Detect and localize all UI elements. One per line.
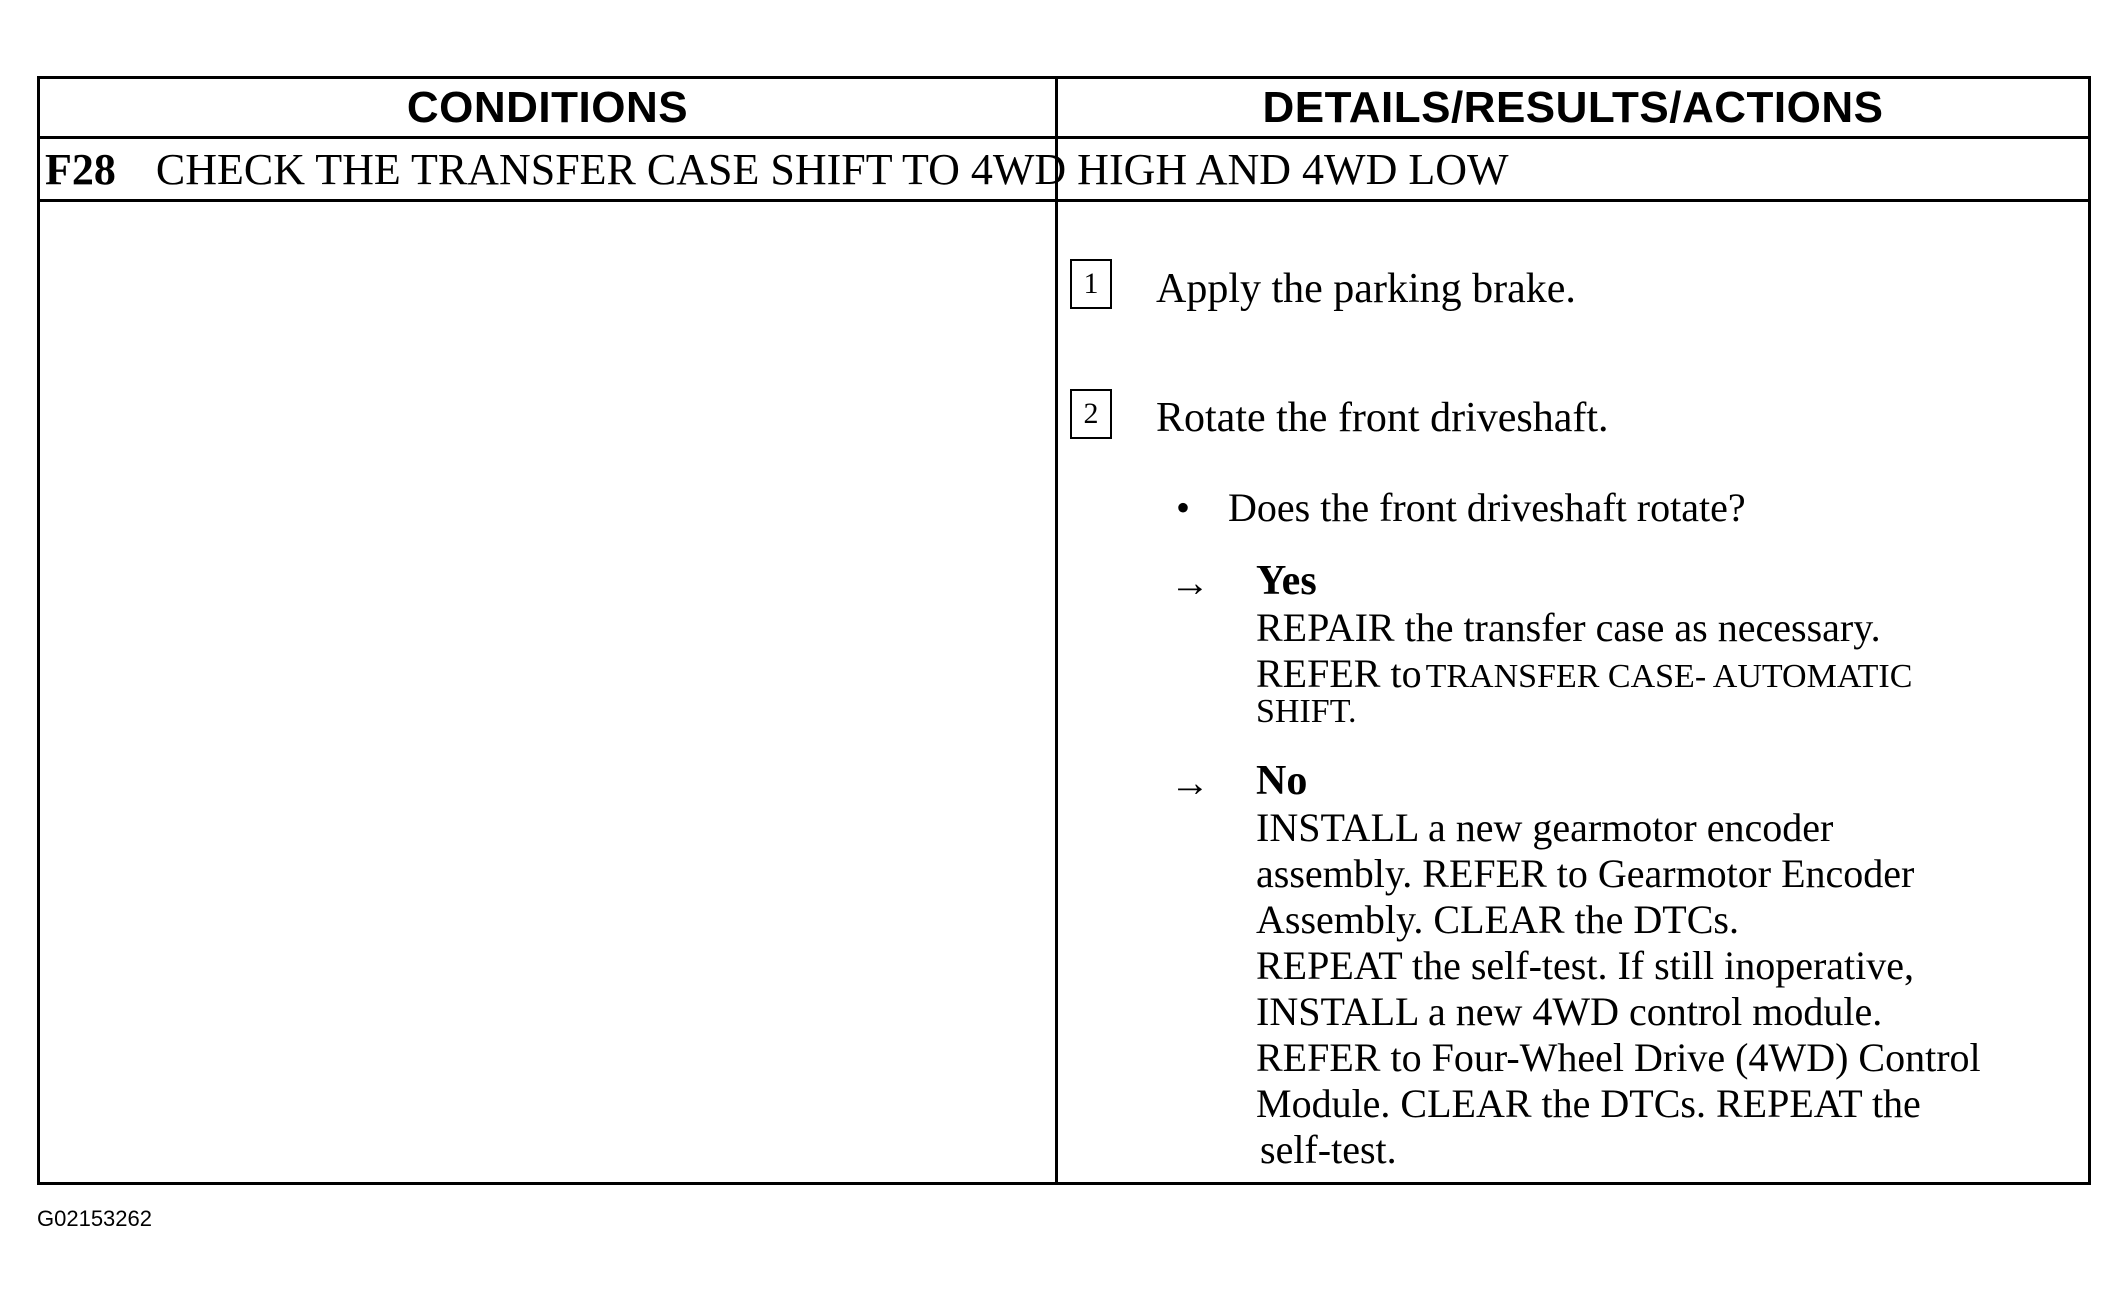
diagnostic-table <box>37 76 2091 1185</box>
no-arrow-icon: → <box>1170 760 1210 805</box>
yes-refer-word: REFER to <box>1256 651 1422 696</box>
yes-line-1: REPAIR the transfer case as necessary. <box>1256 605 1881 650</box>
no-line: INSTALL a new gearmotor encoder <box>1256 805 1834 850</box>
no-label: No <box>1256 758 1308 804</box>
no-line: Assembly. CLEAR the DTCs. <box>1256 897 1739 942</box>
no-line: assembly. REFER to Gearmotor Encoder <box>1256 851 1915 896</box>
step-divider <box>40 199 2088 202</box>
step-title: CHECK THE TRANSFER CASE SHIFT TO 4WD HIGH AND 4WD LOW <box>155 144 1509 194</box>
conditions-header: CONDITIONS <box>406 82 689 132</box>
action-text-2: Rotate the front driveshaft. <box>1156 395 1609 441</box>
action-number-1: 1 <box>1070 259 1112 309</box>
step-title-row <box>45 139 1509 199</box>
details-header: DETAILS/RESULTS/ACTIONS <box>1262 82 1884 132</box>
yes-arrow-icon: → <box>1170 560 1210 605</box>
action-number-2: 2 <box>1070 389 1112 439</box>
column-divider <box>1055 79 1058 1182</box>
no-line: REPEAT the self-test. If still inoperative, <box>1256 943 1915 988</box>
yes-refer-line <box>1256 650 1912 697</box>
yes-refer-target: TRANSFER CASE- AUTOMATIC <box>1425 658 1913 695</box>
no-line: REFER to Four-Wheel Drive (4WD) Control <box>1256 1035 1981 1080</box>
yes-refer-target-2: SHIFT. <box>1256 693 1357 730</box>
step-id: F28 <box>45 144 116 194</box>
no-line: INSTALL a new 4WD control module. <box>1256 989 1883 1034</box>
action-text-1: Apply the parking brake. <box>1156 266 1576 312</box>
figure-id: G02153262 <box>37 1206 152 1231</box>
no-line: self-test. <box>1260 1127 1397 1172</box>
no-line: Module. CLEAR the DTCs. REPEAT the <box>1256 1081 1921 1126</box>
bullet: • <box>1176 485 1191 530</box>
question-text: Does the front driveshaft rotate? <box>1228 485 1746 530</box>
yes-label: Yes <box>1256 558 1317 604</box>
